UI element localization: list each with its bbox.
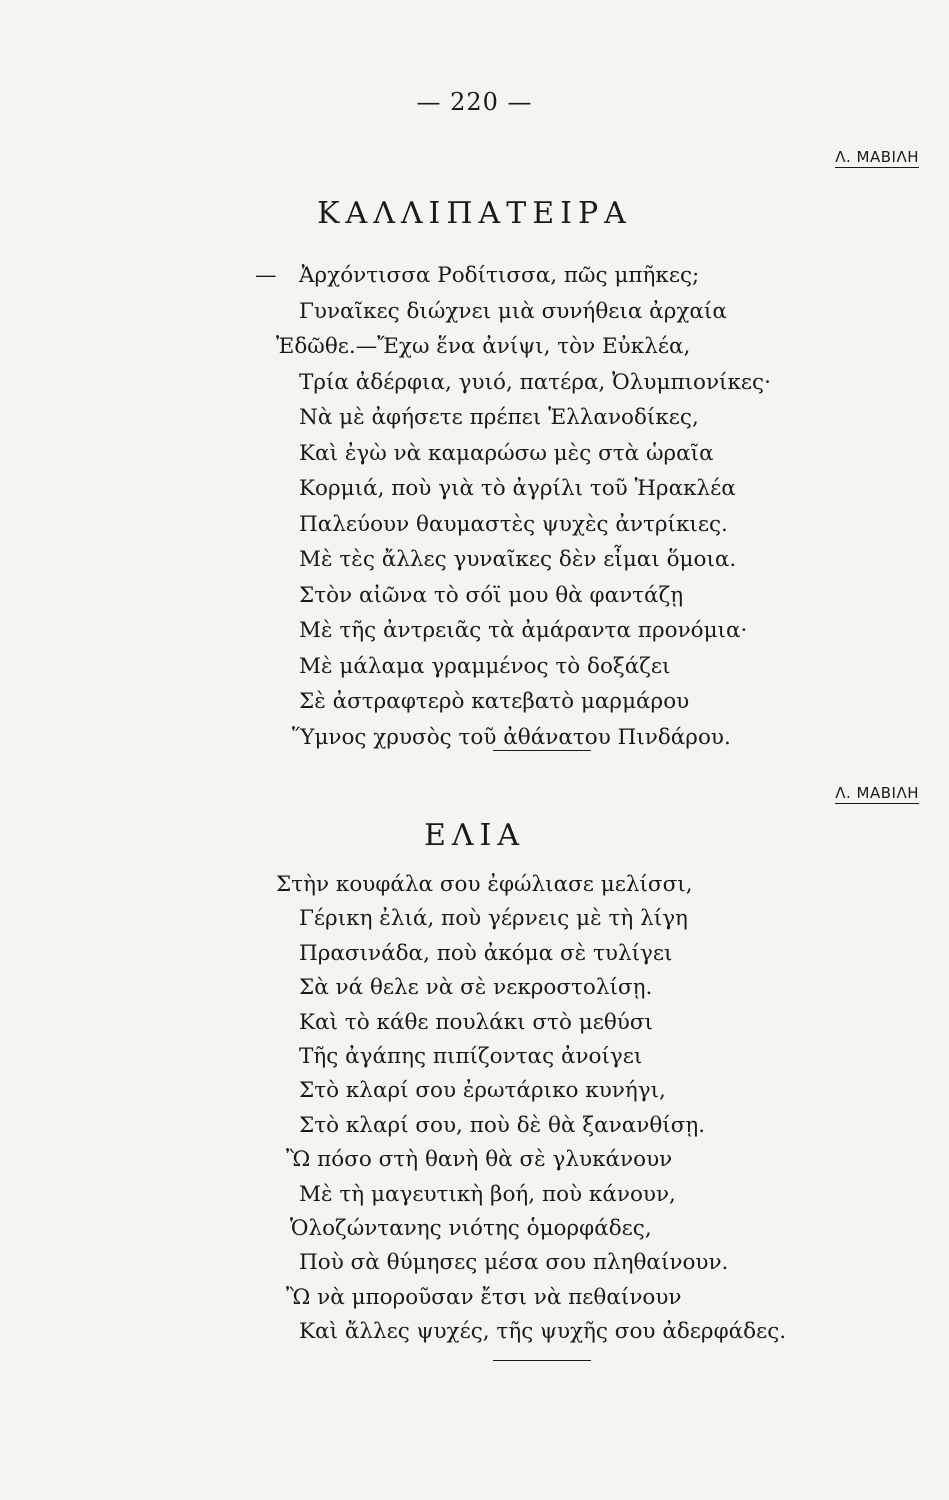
section-divider [493, 750, 591, 751]
verse-line: Καὶ ἄλλες ψυχές, τῆς ψυχῆς σου ἀδερφάδες. [299, 1319, 787, 1345]
verse-line: Πρασινάδα, ποὺ ἀκόμα σὲ τυλίγει [299, 940, 673, 966]
verse-line: Ὕμνος χρυσὸς τοῦ ἀθάνατου Πινδάρου. [292, 724, 731, 750]
poem1-title: ΚΑΛΛΙΠΑΤΕΙΡΑ [317, 196, 632, 231]
verse-line: Ὁλοζώντανης νιότης ὁμορφάδες, [290, 1215, 652, 1241]
verse-line: Καὶ ἐγὼ νὰ καμαρώσω μὲς στὰ ὡραῖα [299, 440, 714, 466]
verse-line: Στὸν αἰῶνα τὸ σόϊ μου θὰ φαντάζῃ [299, 582, 684, 608]
verse-line: Στὴν κουφάλα σου ἐφώλιασε μελίσσι, [276, 872, 693, 897]
verse-line: Ἐδῶθε.—Ἔχω ἕνα ἀνίψι, τὸν Εὐκλέα, [276, 334, 691, 359]
verse-line: Νὰ μὲ ἀφήσετε πρέπει Ἑλλανοδίκες, [299, 405, 699, 430]
verse-line: Μὲ τὴ μαγευτικὴ βοή, ποὺ κάνουν, [299, 1181, 676, 1207]
poem2-title: ΕΛΙΑ [423, 818, 526, 853]
verse-line: — Ἀρχόντισσα Ροδίτισσα, πῶς μπῆκες; [0, 258, 771, 294]
verse-line: Μὲ τὲς ἄλλες γυναῖκες δὲν εἶμαι ὅμοια. [299, 547, 737, 572]
verse-line: Ὢ νὰ μποροῦσαν ἔτσι νὰ πεθαίνουν [286, 1284, 682, 1310]
verse-line: Τῆς ἀγάπης πιπίζοντας ἀνοίγει [299, 1043, 643, 1069]
verse-line: Ὢ πόσο στὴ θανὴ θὰ σὲ γλυκάνουν [286, 1147, 673, 1173]
verse-line: Καὶ τὸ κάθε πουλάκι στὸ μεθύσι [299, 1009, 653, 1035]
poem2-author: Λ. ΜΑΒΙΛΗ [835, 784, 919, 802]
em-dash: — [255, 263, 277, 288]
verse-line: Γέρικη ἐλιά, ποὺ γέρνεις μὲ τὴ λίγη [299, 906, 688, 932]
poem1-verses [0, 258, 771, 755]
poem2-verses [0, 868, 786, 1349]
verse-line: Παλεύουν θαυμαστὲς ψυχὲς ἀντρίκιες. [299, 511, 728, 537]
verse-line: Μὲ μάλαμα γραμμένος τὸ δοξάζει [299, 653, 671, 679]
poem1-author: Λ. ΜΑΒΙΛΗ [835, 148, 919, 166]
verse-line: Κορμιά, ποὺ γιὰ τὸ ἀγρίλι τοῦ Ἡρακλέα [299, 476, 736, 501]
section-divider [493, 1360, 591, 1361]
verse-line: Στὸ κλαρί σου ἐρωτάρικο κυνήγι, [299, 1078, 666, 1104]
verse-line: Σὰ νά θελε νὰ σὲ νεκροστολίσῃ. [299, 975, 653, 1001]
verse-line: Σὲ ἀστραφτερὸ κατεβατὸ μαρμάρου [299, 689, 690, 714]
verse-line: Τρία ἀδέρφια, γυιό, πατέρα, Ὀλυμπιονίκες· [299, 369, 771, 395]
verse-line: Ποὺ σὰ θύμησες μέσα σου πληθαίνουν. [299, 1250, 729, 1276]
verse-line: Μὲ τῆς ἀντρειᾶς τὰ ἀμάραντα προνόμια· [299, 618, 748, 643]
verse-line: Στὸ κλαρί σου, ποὺ δὲ θὰ ξανανθίσῃ. [299, 1112, 706, 1138]
page-number: — 220 — [416, 88, 533, 116]
verse-line: Γυναῖκες διώχνει μιὰ συνήθεια ἀρχαία [299, 298, 727, 324]
